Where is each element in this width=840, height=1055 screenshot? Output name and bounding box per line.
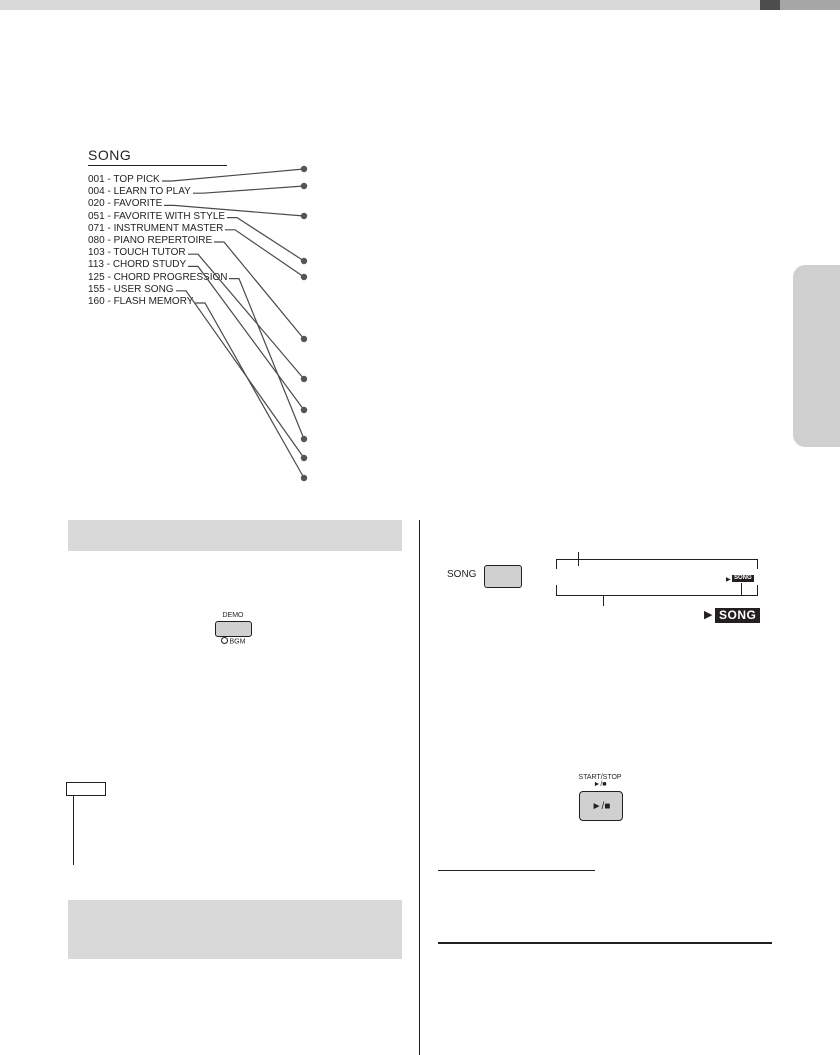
song-indicator-enlarged: SONG bbox=[715, 608, 760, 623]
display-frame-left-lower bbox=[556, 585, 557, 595]
leader-dot bbox=[301, 455, 307, 461]
song-category-item: 080 - PIANO REPERTOIRE bbox=[88, 235, 213, 246]
song-category-item: 004 - LEARN TO PLAY bbox=[88, 186, 191, 198]
song-category-item: 071 - INSTRUMENT MASTER bbox=[88, 222, 224, 234]
song-category-item: 001 - TOP PICK bbox=[88, 174, 160, 185]
song-button-label: SONG bbox=[447, 569, 477, 580]
leader-line bbox=[214, 242, 304, 339]
start-stop-label-text: START/STOP bbox=[578, 774, 622, 781]
leader-line bbox=[188, 266, 304, 410]
song-category-item: 113 - CHORD STUDY bbox=[88, 259, 187, 271]
leader-line bbox=[162, 169, 304, 181]
demo-button[interactable] bbox=[215, 621, 252, 637]
section-heading-box-2 bbox=[68, 900, 402, 959]
play-stop-icon: ►/■ bbox=[591, 800, 611, 812]
leader-line bbox=[188, 254, 304, 379]
leader-dot bbox=[301, 475, 307, 481]
start-stop-label bbox=[570, 774, 630, 788]
callout-tick-song-number bbox=[578, 552, 579, 566]
leader-dot bbox=[301, 213, 307, 219]
display-frame-top bbox=[556, 559, 758, 560]
note-margin-line bbox=[73, 795, 74, 865]
display-song-indicator: SONG bbox=[734, 575, 752, 581]
note-tab-icon bbox=[66, 782, 106, 796]
song-button[interactable] bbox=[484, 565, 522, 588]
leader-line bbox=[195, 303, 304, 478]
callout-tick-song-name bbox=[603, 595, 604, 606]
callout-tick-indicator bbox=[741, 583, 742, 596]
indicator-arrow-small-icon: ▶ bbox=[726, 577, 731, 583]
song-category-item: 160 - FLASH MEMORY bbox=[88, 296, 194, 307]
bgm-label: BGM bbox=[229, 638, 246, 646]
leader-dot bbox=[301, 183, 307, 189]
leader-line bbox=[193, 186, 304, 193]
display-frame-right bbox=[757, 559, 758, 569]
song-category-item: 020 - FAVORITE bbox=[88, 198, 163, 210]
song-list-title: SONG bbox=[88, 147, 132, 163]
leader-dot bbox=[301, 166, 307, 172]
leader-line bbox=[227, 218, 304, 261]
song-leader-lines bbox=[0, 0, 840, 500]
display-frame-left bbox=[556, 559, 557, 569]
section-rule bbox=[438, 942, 772, 944]
leader-dot bbox=[301, 436, 307, 442]
leader-dot bbox=[301, 336, 307, 342]
leader-dot bbox=[301, 258, 307, 264]
demo-button-label: DEMO bbox=[222, 612, 244, 619]
section-heading-box bbox=[68, 520, 402, 551]
leader-dot bbox=[301, 376, 307, 382]
leader-dot bbox=[301, 407, 307, 413]
display-frame-bottom bbox=[556, 595, 758, 596]
start-stop-button[interactable] bbox=[579, 791, 623, 821]
bgm-circle-icon bbox=[221, 637, 228, 644]
display-frame-right-lower bbox=[757, 585, 758, 595]
start-stop-label-symbol: ►/■ bbox=[593, 781, 607, 788]
song-category-item: 051 - FAVORITE WITH STYLE bbox=[88, 210, 226, 222]
song-category-item: 155 - USER SONG bbox=[88, 283, 174, 295]
column-divider bbox=[419, 520, 420, 1055]
leader-dot bbox=[301, 274, 307, 280]
bgm-label-wrap bbox=[211, 638, 255, 645]
song-category-item: 103 - TOUCH TUTOR bbox=[88, 247, 186, 259]
leader-line bbox=[164, 205, 304, 216]
indicator-arrow-large-icon: ▶ bbox=[704, 609, 713, 621]
subheading-rule bbox=[438, 870, 595, 871]
song-category-item: 125 - CHORD PROGRESSION bbox=[88, 271, 228, 283]
